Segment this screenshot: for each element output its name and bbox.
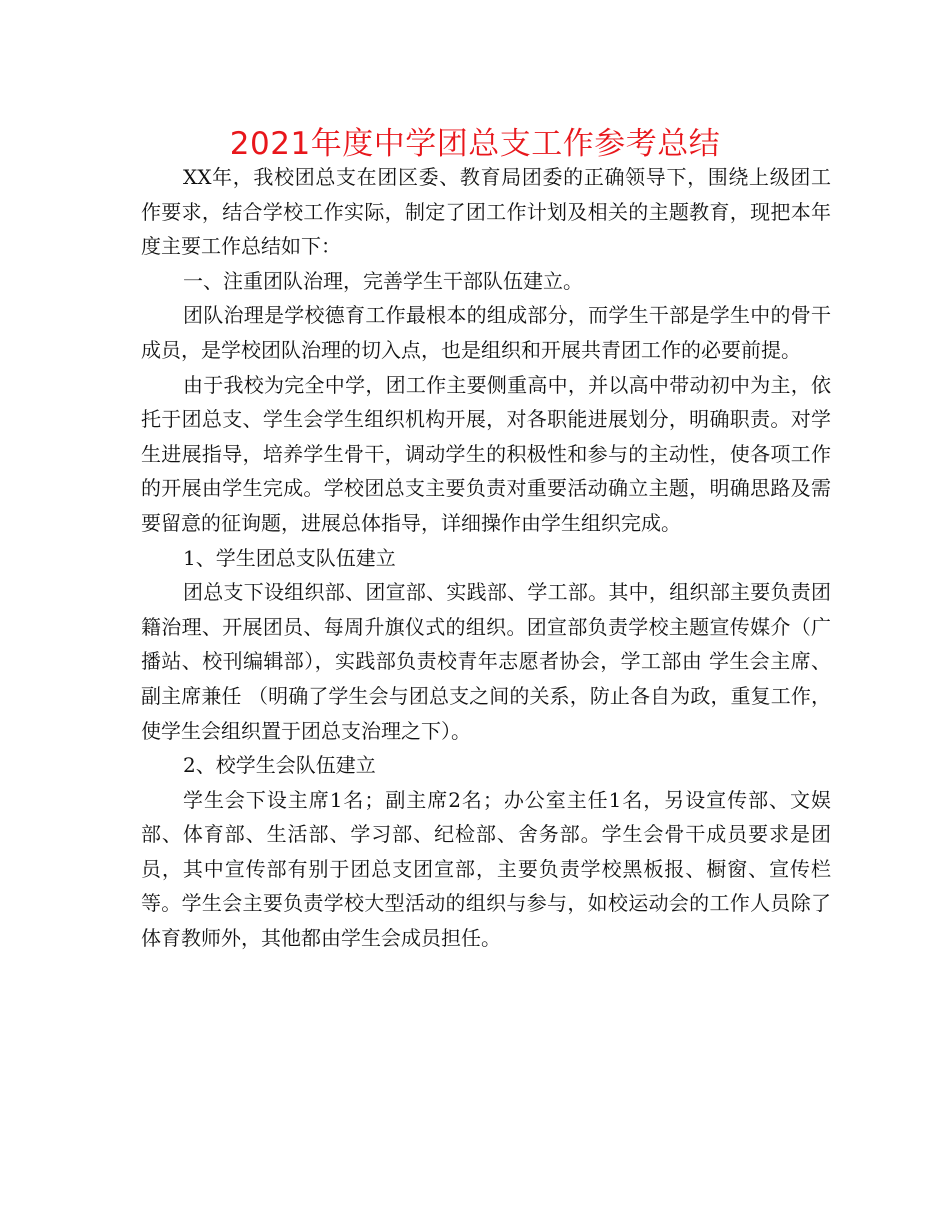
body-paragraph: 团队治理是学校德育工作最根本的组成部分，而学生干部是学生中的骨干成员，是学校团队治理的切入点，也是组织和开展共青团工作的必要前提。 [141, 303, 831, 362]
body-paragraph: 团总支下设组织部、团宣部、实践部、学工部。其中，组织部主要负责团籍治理、开展团员、每周升旗仪式的组织。团宣部负责学校主题宣传媒介（广播站、校刊编辑部），实践部负责校青年志愿者协会，学工部由 学生会主席、副主席兼任 （明确了学生会与团总支之间的关系，防止各自为政，重复工作，使学生会组织置于团总支治理之下）。 [141, 580, 831, 743]
document-body [141, 160, 831, 956]
intro-paragraph: XX年，我校团总支在团区委、教育局团委的正确领导下，围绕上级团工作要求，结合学校工作实际，制定了团工作计划及相关的主题教育，现把本年度主要工作总结如下： [141, 165, 831, 259]
subsection-heading-2: 2、校学生会队伍建立 [183, 753, 376, 778]
subsection-heading-1: 1、学生团总支队伍建立 [183, 545, 396, 570]
body-paragraph: 学生会下设主席1名；副主席2名；办公室主任1名，另设宣传部、文娱部、体育部、生活部、学习部、纪检部、舍务部。学生会骨干成员要求是团员，其中宣传部有别于团总支团宣部，主要负责学校黑板报、橱窗、宣传栏等。学生会主要负责学校大型活动的组织与参与，如校运动会的工作人员除了体育教师外，其他都由学生会成员担任。 [141, 787, 831, 951]
body-paragraph: 由于我校为完全中学，团工作主要侧重高中，并以高中带动初中为主，依托于团总支、学生会学生组织机构开展，对各职能进展划分，明确职责。对学生进展指导，培养学生骨干，调动学生的积极性和参与的主动性，使各项工作的开展由学生完成。学校团总支主要负责对重要活动确立主题，明确思路及需要留意的征询题，进展总体指导，详细操作由学生组织完成。 [141, 372, 831, 535]
section-heading-1: 一、注重团队治理，完善学生干部队伍建立。 [183, 268, 583, 293]
document-title: 2021年度中学团总支工作参考总结 [229, 126, 721, 162]
